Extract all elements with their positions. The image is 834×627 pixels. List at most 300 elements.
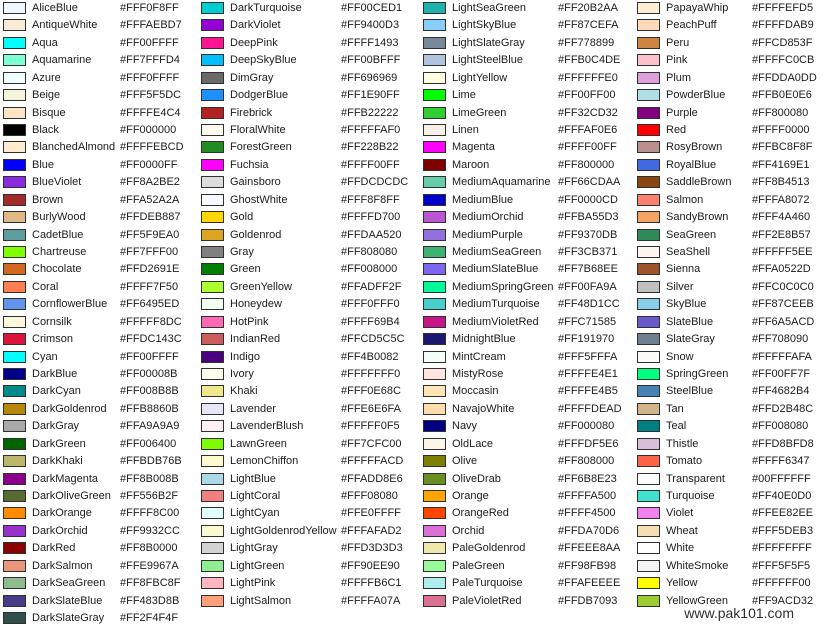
color-hex-value: #FFEEE8AA bbox=[558, 542, 621, 555]
color-hex-value: #FF9932CC bbox=[120, 524, 180, 537]
color-name: Aquamarine bbox=[32, 54, 92, 67]
color-swatch bbox=[423, 473, 446, 485]
color-row bbox=[198, 192, 398, 209]
color-swatch bbox=[423, 2, 446, 14]
color-hex-value: #FFC71585 bbox=[558, 315, 617, 328]
color-hex-value: #FF1E90FF bbox=[341, 89, 400, 102]
color-swatch bbox=[201, 72, 224, 84]
color-hex-value: #FF00BFFF bbox=[341, 54, 401, 67]
color-swatch bbox=[637, 542, 660, 554]
color-swatch bbox=[3, 194, 26, 206]
color-hex-value: #FF556B2F bbox=[120, 490, 179, 503]
color-name: DarkOliveGreen bbox=[32, 490, 111, 503]
color-hex-value: #FFD2B48C bbox=[752, 402, 814, 415]
color-hex-value: #FFBC8F8F bbox=[752, 141, 813, 154]
color-hex-value: #FF87CEEB bbox=[752, 298, 814, 311]
color-swatch bbox=[637, 19, 660, 31]
color-row bbox=[0, 418, 200, 435]
color-name: MediumTurquoise bbox=[452, 298, 540, 311]
color-swatch bbox=[637, 246, 660, 258]
color-name: Lime bbox=[452, 89, 476, 102]
color-hex-value: #FFB22222 bbox=[341, 106, 399, 119]
color-row bbox=[198, 540, 403, 557]
color-name: CadetBlue bbox=[32, 228, 84, 241]
color-name: Aqua bbox=[32, 36, 58, 49]
color-row bbox=[420, 349, 620, 366]
color-name: DarkViolet bbox=[230, 19, 281, 32]
color-hex-value: #FFFA8072 bbox=[752, 193, 810, 206]
color-swatch bbox=[201, 263, 224, 275]
color-row bbox=[634, 314, 834, 331]
color-swatch bbox=[423, 37, 446, 49]
color-row bbox=[0, 0, 200, 17]
color-swatch bbox=[201, 385, 224, 397]
color-row bbox=[198, 488, 398, 505]
color-name: Khaki bbox=[230, 385, 258, 398]
color-name: MintCream bbox=[452, 350, 506, 363]
color-swatch bbox=[3, 560, 26, 572]
color-hex-value: #FFFFFFFF bbox=[752, 542, 812, 555]
color-name: Moccasin bbox=[452, 385, 499, 398]
color-swatch bbox=[637, 473, 660, 485]
color-swatch bbox=[637, 2, 660, 14]
color-name: FloralWhite bbox=[230, 124, 286, 136]
color-row bbox=[198, 87, 398, 104]
color-hex-value: #FFFFFF00 bbox=[752, 577, 811, 590]
color-swatch bbox=[201, 37, 224, 49]
color-row bbox=[0, 610, 200, 627]
color-swatch bbox=[3, 89, 26, 101]
color-row bbox=[198, 558, 398, 575]
color-row bbox=[634, 331, 834, 348]
color-hex-value: #FFFAEBD7 bbox=[120, 19, 182, 32]
color-name: DarkSlateGray bbox=[32, 612, 105, 625]
color-swatch bbox=[423, 316, 446, 328]
color-name: Crimson bbox=[32, 333, 73, 346]
color-row bbox=[198, 505, 401, 522]
color-hex-value: #FFF0E68C bbox=[341, 385, 401, 398]
color-row bbox=[420, 279, 620, 296]
color-swatch bbox=[201, 107, 224, 119]
color-hex-value: #FF4B0082 bbox=[341, 350, 399, 363]
color-row bbox=[0, 349, 200, 366]
color-hex-value: #FF6B8E23 bbox=[558, 472, 617, 485]
color-name: Navy bbox=[452, 420, 478, 433]
color-name: Yellow bbox=[666, 577, 698, 590]
color-hex-value: #FF808080 bbox=[341, 246, 398, 259]
color-swatch bbox=[423, 368, 446, 380]
color-hex-value: #FF228B22 bbox=[341, 141, 399, 154]
color-row bbox=[0, 209, 200, 226]
color-name: Orange bbox=[452, 490, 489, 503]
color-name: Gold bbox=[230, 211, 254, 224]
color-hex-value: #FFFF69B4 bbox=[341, 315, 400, 328]
color-name: PaleGreen bbox=[452, 559, 505, 572]
color-hex-value: #FFFFFFE0 bbox=[558, 71, 618, 84]
color-swatch bbox=[3, 420, 26, 432]
color-name: SlateGray bbox=[666, 333, 715, 346]
color-name: Cyan bbox=[32, 350, 58, 363]
color-swatch bbox=[201, 316, 224, 328]
color-hex-value: #FFF0FFF0 bbox=[341, 298, 400, 311]
color-swatch bbox=[423, 490, 446, 502]
color-row bbox=[198, 227, 402, 244]
color-row bbox=[634, 383, 834, 400]
color-hex-value: #FFFFF5EE bbox=[752, 246, 813, 259]
color-swatch bbox=[423, 542, 446, 554]
color-name: BlanchedAlmond bbox=[32, 141, 116, 154]
color-name: DarkSalmon bbox=[32, 559, 93, 572]
color-swatch bbox=[423, 420, 446, 432]
color-name: AliceBlue bbox=[32, 2, 78, 14]
color-row bbox=[420, 540, 620, 557]
color-name: OrangeRed bbox=[452, 507, 509, 520]
color-swatch bbox=[637, 176, 660, 188]
watermark: www.pak101.com bbox=[684, 605, 794, 621]
color-row bbox=[0, 436, 200, 453]
color-hex-value: #FFBDB76B bbox=[120, 455, 182, 468]
color-swatch bbox=[637, 438, 660, 450]
color-name: Tomato bbox=[666, 455, 703, 468]
color-hex-value: #FFD8BFD8 bbox=[752, 437, 814, 450]
color-hex-value: #FFD3D3D3 bbox=[341, 542, 403, 555]
color-swatch bbox=[201, 420, 224, 432]
color-name: Silver bbox=[666, 280, 694, 293]
color-swatch bbox=[201, 211, 224, 223]
color-hex-value: #00FFFFFF bbox=[752, 472, 811, 485]
color-name: Maroon bbox=[452, 158, 490, 171]
color-hex-value: #FFF08080 bbox=[341, 490, 398, 503]
color-row bbox=[198, 209, 401, 226]
color-hex-value: #FFBA55D3 bbox=[558, 211, 619, 224]
color-row bbox=[420, 558, 620, 575]
color-row bbox=[634, 418, 834, 435]
color-swatch bbox=[201, 473, 224, 485]
color-name: Firebrick bbox=[230, 106, 273, 119]
color-hex-value: #FF9ACD32 bbox=[752, 594, 814, 607]
color-row bbox=[420, 35, 620, 52]
color-swatch bbox=[3, 455, 26, 467]
color-hex-value: #FF7FFFD4 bbox=[120, 54, 180, 67]
color-name: LemonChiffon bbox=[230, 455, 299, 468]
color-hex-value: #FFFFB6C1 bbox=[341, 577, 402, 590]
color-row bbox=[420, 87, 620, 104]
color-hex-value: #FFFFA500 bbox=[558, 490, 617, 503]
color-name: Violet bbox=[666, 507, 694, 520]
color-row bbox=[420, 418, 620, 435]
color-swatch bbox=[637, 159, 660, 171]
color-hex-value: #FF40E0D0 bbox=[752, 490, 812, 503]
color-name: SteelBlue bbox=[666, 385, 714, 398]
color-hex-value: #FF32CD32 bbox=[558, 106, 618, 119]
color-hex-value: #FFFF7F50 bbox=[120, 280, 179, 293]
color-name: LightGreen bbox=[230, 559, 285, 572]
color-row bbox=[0, 227, 200, 244]
color-swatch bbox=[637, 141, 660, 153]
color-name: DarkGray bbox=[32, 420, 80, 433]
color-row bbox=[420, 296, 620, 313]
color-swatch bbox=[423, 577, 446, 589]
color-row bbox=[0, 192, 200, 209]
color-hex-value: #FF5F9EA0 bbox=[120, 228, 180, 241]
color-hex-value: #FF90EE90 bbox=[341, 559, 400, 572]
color-name: Teal bbox=[666, 420, 687, 433]
color-swatch bbox=[423, 507, 446, 519]
color-name: LightGoldenrodYellow bbox=[230, 524, 337, 537]
color-swatch bbox=[423, 333, 446, 345]
color-swatch bbox=[201, 176, 224, 188]
color-hex-value: #FFF5DEB3 bbox=[752, 524, 814, 537]
color-swatch bbox=[423, 438, 446, 450]
color-row bbox=[0, 593, 200, 610]
color-name: Tan bbox=[666, 402, 684, 415]
color-name: MediumOrchid bbox=[452, 211, 524, 224]
color-name: DarkGreen bbox=[32, 437, 86, 450]
color-swatch bbox=[3, 72, 26, 84]
color-swatch bbox=[637, 229, 660, 241]
color-row bbox=[420, 261, 620, 278]
color-name: DimGray bbox=[230, 71, 274, 84]
color-swatch bbox=[637, 316, 660, 328]
color-name: NavajoWhite bbox=[452, 402, 515, 415]
color-row bbox=[198, 35, 398, 52]
color-hex-value: #FFFFF8DC bbox=[120, 315, 182, 328]
color-name: Honeydew bbox=[230, 298, 282, 311]
color-name: Gray bbox=[230, 246, 254, 259]
color-name: YellowGreen bbox=[666, 594, 728, 607]
color-swatch bbox=[637, 333, 660, 345]
color-hex-value: #FF0000CD bbox=[558, 193, 618, 206]
color-hex-value: #FFFFE4E1 bbox=[558, 368, 618, 381]
color-row bbox=[420, 471, 620, 488]
color-hex-value: #FFFFEBCD bbox=[120, 141, 184, 154]
color-hex-value: #FF006400 bbox=[120, 437, 177, 450]
color-name: DarkRed bbox=[32, 542, 76, 555]
color-swatch bbox=[423, 595, 446, 607]
color-swatch bbox=[3, 542, 26, 554]
color-row bbox=[0, 52, 200, 69]
color-name: RosyBrown bbox=[666, 141, 723, 154]
color-hex-value: #FF6495ED bbox=[120, 298, 180, 311]
color-row bbox=[0, 87, 200, 104]
color-swatch bbox=[637, 124, 660, 136]
color-name: SaddleBrown bbox=[666, 176, 732, 189]
color-swatch bbox=[423, 246, 446, 258]
color-name: Snow bbox=[666, 350, 694, 363]
color-hex-value: #FF00FFFF bbox=[120, 36, 179, 49]
color-name: DodgerBlue bbox=[230, 89, 289, 102]
color-swatch bbox=[3, 298, 26, 310]
color-row bbox=[634, 87, 834, 104]
color-swatch bbox=[201, 141, 224, 153]
color-hex-value: #FFFFFAFA bbox=[752, 350, 812, 363]
color-swatch bbox=[201, 438, 224, 450]
color-row bbox=[0, 505, 200, 522]
color-row bbox=[634, 52, 834, 69]
color-row bbox=[198, 17, 398, 34]
color-row bbox=[420, 331, 620, 348]
color-name: MediumBlue bbox=[452, 193, 514, 206]
color-row bbox=[420, 70, 620, 87]
color-hex-value: #FF00FF7F bbox=[752, 368, 811, 381]
color-name: DarkGoldenrod bbox=[32, 402, 107, 415]
color-swatch bbox=[423, 351, 446, 363]
color-hex-value: #FFFFE4B5 bbox=[558, 385, 618, 398]
color-name: Green bbox=[230, 263, 261, 276]
color-row bbox=[198, 436, 402, 453]
color-swatch bbox=[637, 298, 660, 310]
color-hex-value: #FFFFEFD5 bbox=[752, 2, 814, 14]
color-hex-value: #FF8B4513 bbox=[752, 176, 810, 189]
color-hex-value: #FFDCDCDC bbox=[341, 176, 409, 189]
color-row bbox=[0, 296, 200, 313]
color-swatch bbox=[637, 420, 660, 432]
color-row bbox=[0, 17, 200, 34]
color-name: PaleGoldenrod bbox=[452, 542, 526, 555]
color-swatch bbox=[201, 542, 224, 554]
color-hex-value: #FFFFFFF0 bbox=[341, 368, 401, 381]
color-row bbox=[0, 70, 200, 87]
color-row bbox=[634, 244, 834, 261]
color-name: LightGray bbox=[230, 542, 278, 555]
color-hex-value: #FFFF4500 bbox=[558, 507, 616, 520]
color-hex-value: #FF87CEFA bbox=[558, 19, 619, 32]
color-hex-value: #FFE0FFFF bbox=[341, 507, 401, 520]
color-hex-value: #FFFFF0F5 bbox=[341, 420, 400, 433]
color-name: DeepPink bbox=[230, 36, 278, 49]
color-hex-value: #FF191970 bbox=[558, 333, 615, 346]
color-row bbox=[0, 261, 200, 278]
color-hex-value: #FF008000 bbox=[341, 263, 398, 276]
color-row bbox=[198, 349, 398, 366]
color-name: LimeGreen bbox=[452, 106, 507, 119]
color-hex-value: #FF7B68EE bbox=[558, 263, 618, 276]
color-hex-value: #FFF5F5F5 bbox=[752, 559, 811, 572]
color-hex-value: #FFFAF0E6 bbox=[558, 124, 618, 136]
color-swatch bbox=[3, 368, 26, 380]
color-name: SandyBrown bbox=[666, 211, 729, 224]
color-name: AntiqueWhite bbox=[32, 19, 98, 32]
color-name: PaleVioletRed bbox=[452, 594, 522, 607]
color-swatch bbox=[3, 263, 26, 275]
color-swatch bbox=[423, 525, 446, 537]
color-row bbox=[0, 314, 200, 331]
color-hex-value: #FFC0C0C0 bbox=[752, 280, 814, 293]
color-name: Orchid bbox=[452, 524, 485, 537]
color-hex-value: #FF008080 bbox=[752, 420, 809, 433]
color-row bbox=[0, 366, 200, 383]
color-swatch bbox=[423, 19, 446, 31]
color-name: Brown bbox=[32, 193, 64, 206]
color-swatch bbox=[637, 89, 660, 101]
color-hex-value: #FF8A2BE2 bbox=[120, 176, 180, 189]
color-hex-value: #FF483D8B bbox=[120, 594, 180, 607]
color-row bbox=[198, 418, 398, 435]
color-hex-value: #FFFFFACD bbox=[341, 455, 404, 468]
color-name: Bisque bbox=[32, 106, 66, 119]
color-row bbox=[634, 209, 834, 226]
color-swatch bbox=[423, 211, 446, 223]
color-swatch bbox=[3, 351, 26, 363]
color-swatch bbox=[3, 107, 26, 119]
color-swatch bbox=[3, 124, 26, 136]
color-swatch bbox=[637, 37, 660, 49]
color-row bbox=[198, 244, 398, 261]
color-name: LightPink bbox=[230, 577, 276, 590]
color-row bbox=[198, 366, 401, 383]
color-swatch bbox=[3, 54, 26, 66]
color-row bbox=[420, 105, 620, 122]
color-row bbox=[198, 523, 402, 540]
color-name: Magenta bbox=[452, 141, 495, 154]
color-swatch bbox=[201, 403, 224, 415]
color-row bbox=[420, 488, 620, 505]
color-hex-value: #FF6A5ACD bbox=[752, 315, 815, 328]
color-swatch bbox=[637, 281, 660, 293]
color-name: Gainsboro bbox=[230, 176, 281, 189]
color-hex-value: #FFFFA07A bbox=[341, 594, 401, 607]
color-swatch bbox=[201, 19, 224, 31]
color-hex-value: #FFE9967A bbox=[120, 559, 179, 572]
color-row bbox=[198, 0, 403, 17]
color-row bbox=[198, 593, 401, 610]
color-hex-value: #FF008B8B bbox=[120, 385, 179, 398]
color-row bbox=[634, 471, 834, 488]
color-row bbox=[198, 331, 405, 348]
color-swatch bbox=[3, 473, 26, 485]
color-name: BurlyWood bbox=[32, 211, 86, 224]
color-hex-value: #FFFF0000 bbox=[752, 124, 810, 136]
color-swatch bbox=[201, 281, 224, 293]
color-row bbox=[634, 453, 834, 470]
color-name: MidnightBlue bbox=[452, 333, 516, 346]
color-swatch bbox=[423, 455, 446, 467]
color-swatch bbox=[423, 263, 446, 275]
color-row bbox=[634, 436, 834, 453]
color-row bbox=[634, 523, 834, 540]
color-swatch bbox=[3, 316, 26, 328]
color-name: Turquoise bbox=[666, 490, 715, 503]
color-row bbox=[634, 122, 834, 139]
color-row bbox=[634, 261, 834, 278]
color-swatch bbox=[201, 351, 224, 363]
color-swatch bbox=[637, 72, 660, 84]
color-name: IndianRed bbox=[230, 333, 281, 346]
color-swatch bbox=[423, 194, 446, 206]
color-row bbox=[634, 488, 834, 505]
color-name: LightSlateGray bbox=[452, 36, 525, 49]
color-row bbox=[420, 209, 620, 226]
color-swatch bbox=[201, 229, 224, 241]
color-name: LightSteelBlue bbox=[452, 54, 523, 67]
color-hex-value: #FF808000 bbox=[558, 455, 615, 468]
color-row bbox=[420, 157, 620, 174]
color-hex-value: #FFF5FFFA bbox=[558, 350, 618, 363]
color-row bbox=[634, 174, 834, 191]
color-row bbox=[0, 540, 200, 557]
color-row bbox=[420, 453, 620, 470]
color-hex-value: #FFDA70D6 bbox=[558, 524, 620, 537]
color-name: Peru bbox=[666, 36, 690, 49]
color-hex-value: #FFFF6347 bbox=[752, 455, 810, 468]
color-swatch bbox=[637, 54, 660, 66]
color-hex-value: #FFFFC0CB bbox=[752, 54, 815, 67]
color-row bbox=[420, 593, 620, 610]
color-swatch bbox=[423, 176, 446, 188]
color-hex-value: #FF778899 bbox=[558, 36, 615, 49]
color-name: Thistle bbox=[666, 437, 699, 450]
color-swatch bbox=[201, 89, 224, 101]
